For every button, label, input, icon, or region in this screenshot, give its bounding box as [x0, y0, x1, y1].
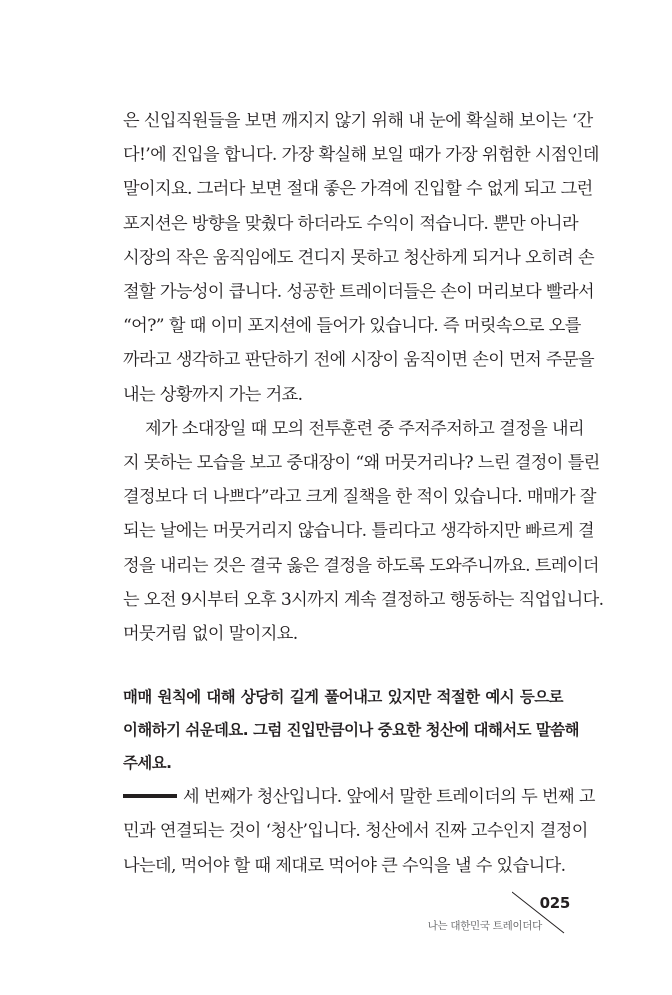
- page-number: 025: [539, 894, 570, 912]
- body-line: “어?” 할 때 이미 포지션에 들어가 있습니다. 즉 머릿속으로 오를: [123, 316, 581, 337]
- body-line: 시장의 작은 움직임에도 견디지 못하고 청산하게 되거나 오히려 손: [123, 247, 594, 268]
- answer-text: 세 번째가 청산입니다. 앞에서 말한 트레이더의 두 번째 고: [183, 787, 595, 808]
- body-line: 제가 소대장일 때 모의 전투훈련 중 주저주저하고 결정을 내리: [145, 418, 584, 439]
- body-line: 포지션은 방향을 맞췄다 하더라도 수익이 적습니다. 뿐만 아니라: [123, 213, 578, 234]
- body-line: 머뭇거림 없이 말이지요.: [123, 624, 298, 644]
- body-line: 내는 상황까지 가는 거죠.: [123, 384, 303, 405]
- answer-dash-marker: [123, 794, 177, 798]
- running-footer-title: 나는 대한민국 트레이더다: [427, 920, 542, 932]
- answer-line: 민과 연결되는 것이 ‘청산’입니다. 청산에서 진짜 고수인지 결정이: [123, 821, 588, 842]
- body-line: 지 못하는 모습을 보고 중대장이 “왜 머뭇거리나? 느린 결정이 틀린: [123, 453, 600, 473]
- body-line: 정을 내리는 것은 결국 옳은 결정을 하도록 도와주니까요. 트레이더: [123, 555, 599, 576]
- body-line: 말이지요. 그러다 보면 절대 좋은 가격에 진입할 수 없게 되고 그런: [123, 179, 593, 200]
- body-line: 되는 날에는 머뭇거리지 않습니다. 틀리다고 생각하지만 빠르게 결: [123, 521, 594, 542]
- body-line: 결정보다 더 나쁘다”라고 크게 질책을 한 적이 있습니다. 매매가 잘: [123, 487, 596, 508]
- body-line: 다!’에 진입을 합니다. 가장 확실해 보일 때가 가장 위험한 시점인데: [123, 145, 599, 166]
- body-line: 까라고 생각하고 판단하기 전에 시장이 움직이면 손이 먼저 주문을: [123, 350, 594, 371]
- interview-question: 매매 원칙에 대해 상당히 길게 풀어내고 있지만 적절한 예시 등으로: [123, 688, 563, 707]
- body-line: 절할 가능성이 큽니다. 성공한 트레이더들은 손이 머리보다 빨라서: [123, 282, 594, 302]
- body-line: 는 오전 9시부터 오후 3시까지 계속 결정하고 행동하는 직업입니다.: [123, 589, 604, 610]
- interview-question: 주세요.: [123, 754, 172, 773]
- interview-question: 이해하기 쉬운데요. 그럼 진입만큼이나 중요한 청산에 대해서도 말씀해: [123, 721, 580, 740]
- answer-line: 나는데, 먹어야 할 때 제대로 먹어야 큰 수익을 낼 수 있습니다.: [123, 855, 566, 876]
- body-line: 은 신입직원들을 보면 깨지지 않기 위해 내 눈에 확실해 보이는 ‘간: [123, 111, 593, 131]
- answer-line: [123, 780, 595, 814]
